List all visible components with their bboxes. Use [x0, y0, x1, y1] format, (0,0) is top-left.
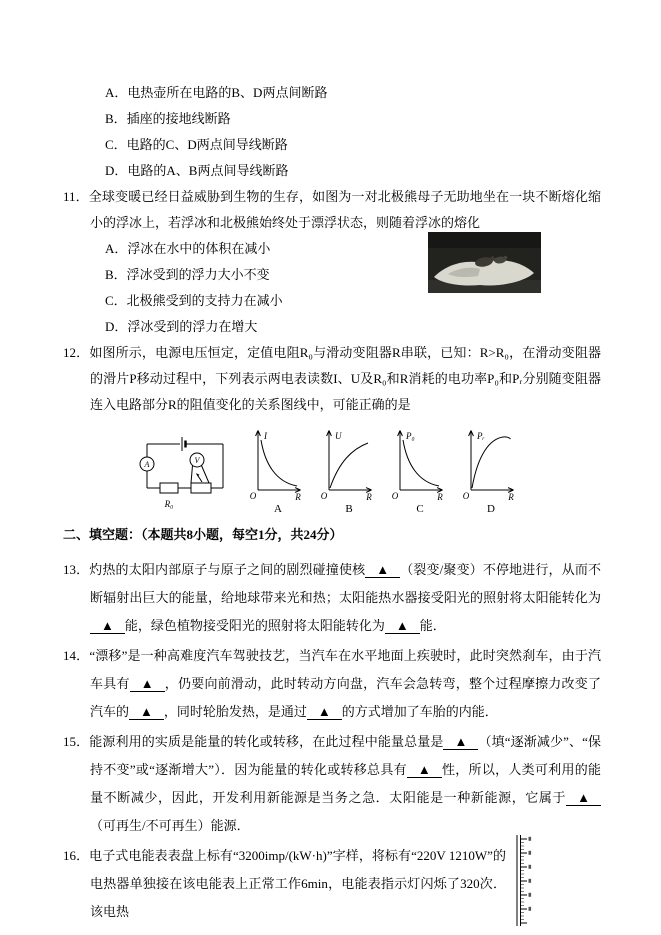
q12-stem-text: 如图所示，电源电压恒定，定值电阻R₀与滑动变阻器R串联，已知：R>R₀，在滑动变阻器的滑片P移动过程中，下列表示两电表读数I、U及R₀和R消耗的电功率P₀和Pᵣ分别随变阻器连入电路部分R的阻值变化的关系图线中，可能正确的是	[89, 345, 601, 412]
question-10-options	[63, 80, 601, 184]
q14-number: 14．	[63, 648, 90, 663]
graph-d-option-letter: D	[487, 503, 495, 514]
graph-d-origin-label: O	[462, 491, 470, 501]
q16-text: 电子式电能表表盘上标有“3200imp/(kW·h)”字样，将标有“220V 1210W”的电热器单独接在该电能表上正常工作6min，电能表指示灯闪烁了320次．该电热	[89, 848, 506, 919]
answer-blank: ▲	[130, 676, 165, 692]
graph-c-curve	[403, 440, 439, 486]
circuit-diagram	[135, 436, 235, 514]
q15-number: 15．	[63, 734, 90, 749]
graph-d-x-label: R	[508, 492, 514, 502]
graph-b-y-label: U	[335, 431, 342, 441]
question-14	[63, 642, 601, 726]
q11-option-b: B．浮冰受到的浮力大小不变	[105, 267, 270, 282]
q12-number: 12．	[63, 345, 90, 360]
graph-c-x-label: R	[437, 492, 443, 502]
graph-option-b	[319, 424, 377, 514]
graph-b-origin-label: O	[320, 491, 328, 501]
graph-a-y-label: I	[264, 431, 267, 441]
graph-c-axes	[398, 431, 443, 493]
graph-b-option-letter: B	[345, 503, 353, 514]
measuring-scale-image	[511, 833, 533, 928]
answer-blank: ▲	[365, 562, 400, 578]
graph-option-d	[461, 424, 519, 514]
photo-sky	[428, 232, 541, 248]
q16-number: 16．	[63, 848, 90, 863]
question-13	[63, 556, 601, 640]
q12-stem	[63, 340, 601, 418]
circuit-wires	[140, 437, 223, 493]
q12-figures	[135, 424, 601, 514]
q10-option-a: A．电热壶所在电路的B、D两点间断路	[105, 85, 328, 100]
q13-number: 13．	[63, 562, 90, 577]
resistor-label: R₀	[164, 499, 174, 509]
graph-b-curve	[330, 443, 368, 488]
question-12	[63, 340, 601, 514]
q11-stem	[63, 184, 601, 236]
measuring-scale-drawing	[511, 833, 533, 928]
graph-d-curve	[472, 437, 511, 488]
polar-bears-photo-image	[428, 232, 541, 293]
graph-a-origin-label: O	[249, 491, 257, 501]
graph-d-y-label: Pᵣ	[477, 431, 485, 441]
graph-a-x-label: R	[295, 492, 301, 502]
graph-option-c	[390, 424, 448, 514]
polar-bears-photo	[428, 232, 541, 293]
q10-option-b: B．插座的接地线断路	[105, 111, 231, 126]
scale-tube	[517, 835, 521, 926]
graph-b-axes	[327, 431, 372, 493]
graph-c-origin-label: O	[391, 491, 399, 501]
graph-a-option-letter: A	[274, 503, 282, 514]
q15-text: 能源利用的实质是能量的转化或转移，在此过程中能量总量是 ▲ （填“逐渐减少”、“保持不变”或“逐渐增大”）．因为能量的转化或转移总具有 ▲ 性，所以，人类可利用的能量不断减少，因此，开发利用新能源是当务之急．太阳能是一种新能源，它属于 ▲（可再生/不可再生）能源．	[89, 734, 601, 833]
answer-blank: ▲	[443, 734, 478, 750]
scale-major-ticks	[521, 839, 528, 923]
q11-option-d: D．浮冰受到的浮力在增大	[105, 319, 258, 334]
ammeter-label: A	[144, 460, 150, 469]
question-15	[63, 728, 601, 840]
q11-option-a: A．浮冰在水中的体积在减小	[105, 241, 271, 256]
answer-blank: ▲	[307, 704, 342, 720]
q14-text: “漂移”是一种高难度汽车驾驶技艺，当汽车在水平地面上疾驶时，此时突然刹车，由于汽车具有 ▲ ，仍要向前滑动，此时转动方向盘，汽车会急转弯，整个过程摩擦力改变了汽车的 ▲ ，同时轮胎发热，是通过 ▲ 的方式增加了车胎的内能．	[89, 648, 601, 719]
answer-blank: ▲	[129, 704, 164, 720]
answer-blank: ▲	[385, 618, 420, 634]
q13-text: 灼热的太阳内部原子与原子之间的剧烈碰撞使核 ▲ （裂变/聚变）不停地进行，从而不断辐射出巨大的能量，给地球带来光和热；太阳能热水器接受阳光的照射将太阳能转化为▲ 能，绿色植物接受阳光的照射将太阳能转化为 ▲ 能．	[89, 562, 601, 633]
graph-c-y-label: P₀	[406, 431, 415, 441]
graph-b-x-label: R	[366, 492, 372, 502]
graph-option-a	[248, 424, 306, 514]
graph-a-axes	[256, 431, 301, 493]
answer-blank: ▲	[407, 762, 442, 778]
q10-option-d: D．电路的A、B两点间导线断路	[105, 163, 289, 178]
section-2-header: 二、填空题：（本题共8小题，每空1分，共24分）	[63, 527, 343, 542]
graph-a-curve	[261, 440, 297, 486]
answer-blank: ▲	[566, 790, 601, 806]
q10-option-c: C．电路的C、D两点间导线断路	[105, 137, 288, 152]
q11-option-c: C．北极熊受到的支持力在减小	[105, 293, 283, 308]
q11-number: 11．	[63, 189, 89, 204]
q11-stem-text: 全球变暖已经日益威胁到生物的生存，如图为一对北极熊母子无助地坐在一块不断熔化缩小的浮冰上，若浮冰和北极熊始终处于漂浮状态，则随着浮冰的熔化	[88, 189, 601, 230]
scale-number-marks	[529, 837, 532, 911]
voltmeter-label: V	[194, 456, 200, 465]
graph-d-axes	[469, 431, 514, 493]
answer-blank: ▲	[90, 618, 125, 634]
graph-c-option-letter: C	[416, 503, 424, 514]
